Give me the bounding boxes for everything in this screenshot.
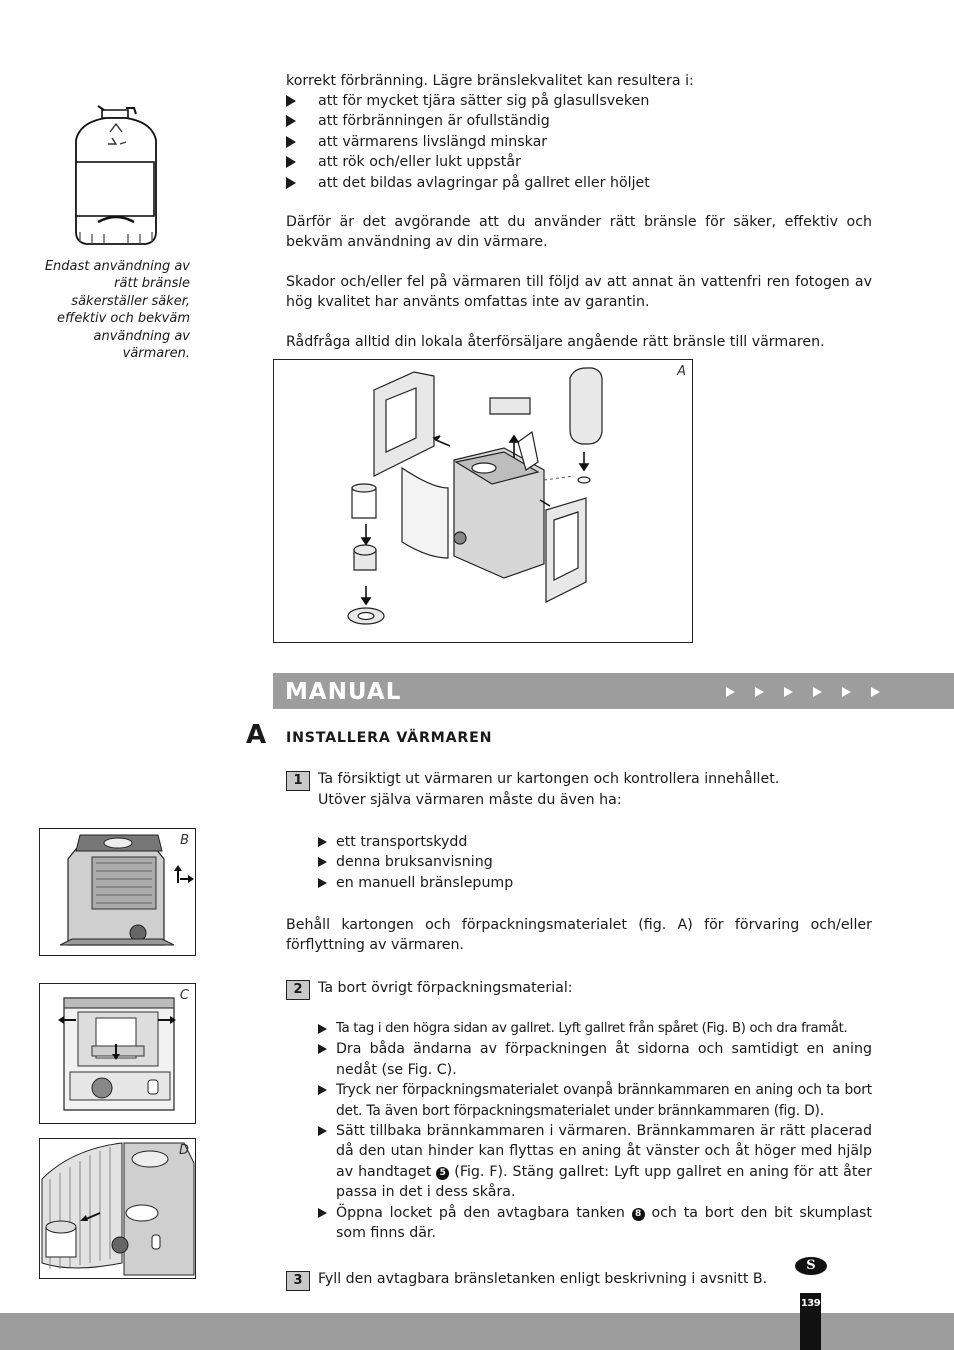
figure-a — [273, 359, 693, 643]
quality-bullet-list — [286, 91, 872, 193]
figure-b — [39, 828, 196, 956]
list-item: att för mycket tjära sätter sig på glasullsveken — [286, 91, 872, 111]
step-3-text: Fyll den avtagbara bränsletanken enligt beskrivning i avsnitt B. — [318, 1271, 768, 1287]
list-item: Tryck ner förpackningsmaterialet ovanpå brännkammaren en aning och ta bort det. Ta även bort förpackningsmaterialet under brännkammaren (fig. D). — [318, 1080, 872, 1121]
intro-paragraph-3: Rådfråga alltid din lokala återförsäljare angående rätt bränsle till värmaren. — [286, 334, 825, 350]
language-badge: S — [795, 1257, 827, 1275]
grille-removal-illustration — [40, 829, 195, 955]
triangle-bullet-icon — [286, 115, 296, 127]
list-item: att värmarens livslängd minskar — [286, 132, 872, 152]
step-number-1: 1 — [286, 771, 310, 791]
packaging-removal-list — [318, 1019, 872, 1243]
part-number-badge: 5 — [436, 1167, 449, 1180]
list-item: ett transportskydd — [318, 832, 872, 852]
triangle-bullet-icon — [286, 156, 296, 168]
triangle-bullet-icon — [318, 1208, 327, 1218]
figure-d — [39, 1138, 196, 1279]
arrow-right-icon — [871, 687, 880, 697]
sidebar-caption: Endast användning av rätt bränsle säkerställer säker, effektiv och bekväm användning av värmaren. — [44, 259, 190, 362]
section-letter: A — [246, 720, 267, 750]
part-number-badge: 8 — [632, 1208, 645, 1221]
packaging-pull-illustration — [40, 984, 195, 1123]
step-1-line-2: Utöver själva värmaren måste du även ha: — [318, 792, 622, 808]
triangle-bullet-icon — [286, 177, 296, 189]
figure-c — [39, 983, 196, 1124]
step-number-3: 3 — [286, 1271, 310, 1291]
arrow-right-icon — [755, 687, 764, 697]
triangle-bullet-icon — [286, 95, 296, 107]
intro-paragraph-1: Därför är det avgörande att du använder rätt bränsle för säker, effektiv och bekväm användning av din värmare. — [286, 214, 872, 251]
list-item: att förbränningen är ofullständig — [286, 111, 872, 131]
section-title: MANUAL — [285, 679, 402, 705]
exploded-packaging-illustration — [274, 360, 692, 642]
list-item: en manuell bränslepump — [318, 873, 872, 893]
triangle-bullet-icon — [318, 1085, 327, 1095]
fuel-can-illustration — [68, 104, 164, 248]
page-number: 139 — [800, 1298, 821, 1309]
list-item: Ta tag i den högra sidan av gallret. Lyft gallret från spåret (Fig. B) och dra framåt. — [318, 1019, 872, 1039]
combustion-chamber-illustration — [40, 1139, 195, 1278]
step-number-2: 2 — [286, 980, 310, 1000]
contents-list — [318, 832, 872, 893]
figure-a-label: A — [677, 364, 686, 379]
arrow-right-icon — [813, 687, 822, 697]
triangle-bullet-icon — [318, 878, 327, 888]
figure-d-label: D — [178, 1143, 189, 1158]
list-item: Öppna locket på den avtagbara tanken 8 och ta bort den bit skumplast som finns där. — [318, 1203, 872, 1244]
arrow-right-icon — [842, 687, 851, 697]
list-item: Dra båda ändarna av förpackningen åt sidorna och samtidigt en aning nedåt (se Fig. C). — [318, 1039, 872, 1080]
triangle-bullet-icon — [286, 136, 296, 148]
triangle-bullet-icon — [318, 1044, 327, 1054]
list-item: att det bildas avlagringar på gallret eller höljet — [286, 173, 872, 193]
triangle-bullet-icon — [318, 837, 327, 847]
arrow-right-icon — [784, 687, 793, 697]
triangle-bullet-icon — [318, 1126, 327, 1136]
section-heading: INSTALLERA VÄRMAREN — [286, 730, 493, 746]
decorative-arrows — [726, 685, 900, 701]
step-1-line-1: Ta försiktigt ut värmaren ur kartongen och kontrollera innehållet. — [318, 771, 780, 787]
triangle-bullet-icon — [318, 1024, 327, 1034]
intro-lead: korrekt förbränning. Lägre bränslekvalitet kan resultera i: — [286, 73, 694, 89]
list-item: att rök och/eller lukt uppstår — [286, 152, 872, 172]
page-tab — [800, 1293, 821, 1350]
intro-paragraph-2: Skador och/eller fel på värmaren till följd av att annat än vattenfri ren fotogen av hög kvalitet har använts omfattas inte av garantin. — [286, 274, 872, 311]
triangle-bullet-icon — [318, 857, 327, 867]
manual-section-bar — [273, 673, 954, 709]
step-1-paragraph: Behåll kartongen och förpackningsmaterialet (fig. A) för förvaring och/eller förflyttning av värmaren. — [286, 917, 872, 954]
step-2-text: Ta bort övrigt förpackningsmaterial: — [318, 980, 573, 996]
arrow-right-icon — [726, 687, 735, 697]
figure-b-label: B — [180, 833, 189, 848]
list-item: denna bruksanvisning — [318, 852, 872, 872]
list-item: Sätt tillbaka brännkammaren i värmaren. Brännkammaren är rätt placerad då den utan hinder kan flyttas en aning åt vänster och åt höger med hjälp av handtaget 5 (Fig. F). Stäng gallret: Lyft upp gallret en aning för att åter passa in det i dess skåra. — [318, 1121, 872, 1203]
figure-c-label: C — [179, 988, 189, 1003]
